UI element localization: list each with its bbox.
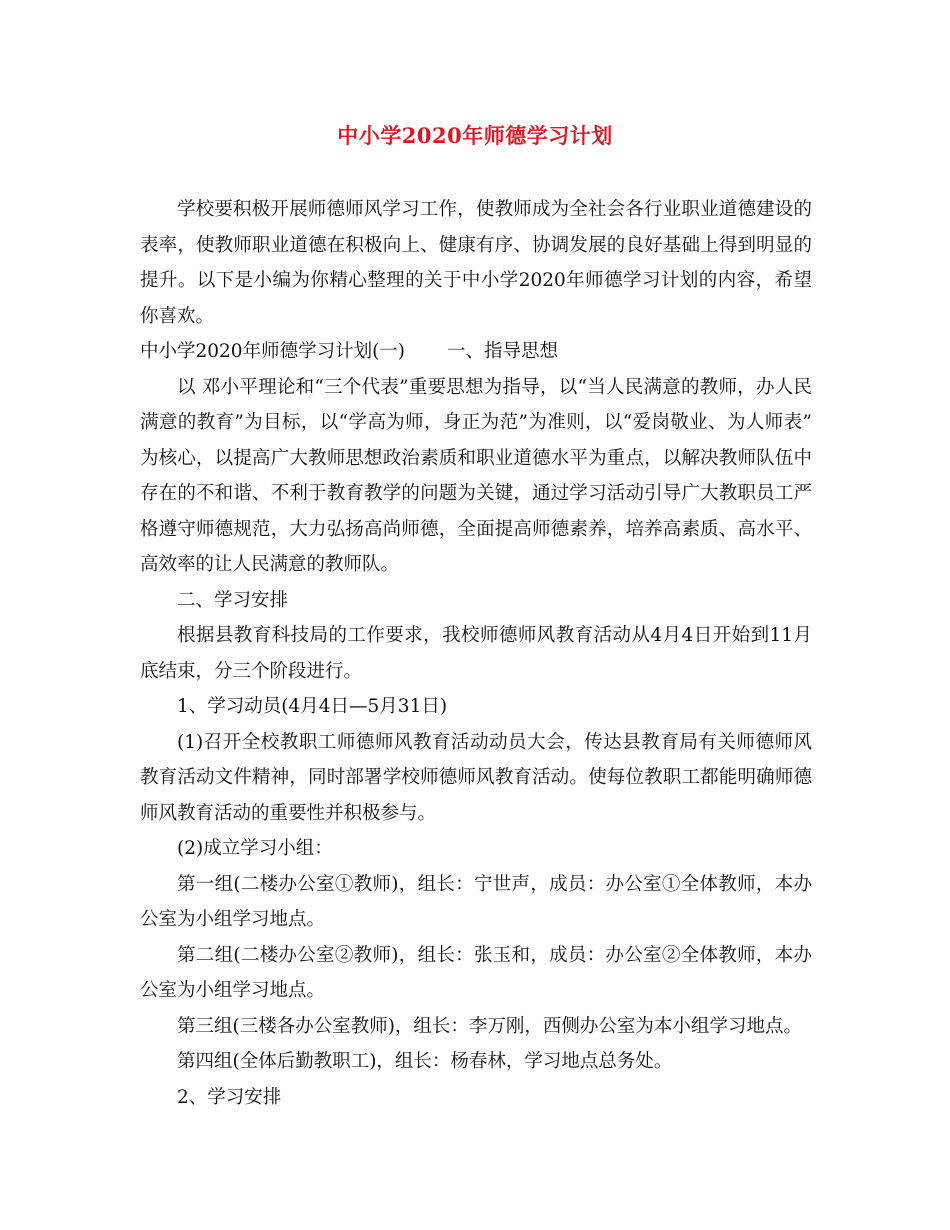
plan-label: 中小学2020年师德学习计划(一) [140, 341, 406, 362]
group-3: 第三组(三楼各办公室教师)，组长：李万刚，西侧办公室为本小组学习地点。 [177, 1015, 802, 1037]
section2-paragraph: 根据县教育科技局的工作要求，我校师德师风教育活动从4月4日开始到11月底结束，分三个阶段进行。 [140, 625, 812, 682]
document-title: 中小学2020年师德学习计划 [337, 123, 613, 148]
section1-paragraph: 以 邓小平理论和“三个代表”重要思想为指导，以“当人民满意的教师，办人民满意的教育”为目标，以“学高为师，身正为范”为准则，以“爱岗敬业、为人师表” 为核心，以提高广大教师思想政治素质和职业道德水平为重点，以解决教师队伍中存在的不和谐、不利于教育教学的问题为关键，通过学习活动引导广大教职员工严 格遵守师德规范，大力弘扬高尚师德，全面提高师德素养，培养高素质、高水平、高效率的让人民满意的教师队。 [140, 376, 812, 575]
section1-heading: 一、指导思想 [447, 341, 559, 362]
stage1-item-2: (2)成立学习小组： [177, 838, 333, 859]
stage1-item-1: (1)召开全校教职工师德师风教育活动动员大会，传达县教育局有关师德师风教育活动文件精神，同时部署学校师德师风教育活动。使每位教职工都能明确师德师风教育活动的重要性并积极参与。 [140, 731, 812, 824]
group-2: 第二组(二楼办公室②教师)，组长：张玉和，成员：办公室②全体教师，本办公室为小组学习地点。 [140, 944, 812, 1001]
plan-heading-line [140, 334, 812, 370]
intro-paragraph: 学校要积极开展师德师风学习工作，使教师成为全社会各行业职业道德建设的表率，使教师职业道德在积极向上、健康有序、协调发展的良好基础上得到明显的提升。以下是小编为你精心整理的关于中小学2020年师德学习计划的内容，希望你喜欢。 [140, 199, 812, 327]
group-4: 第四组(全体后勤教职工)，组长：杨春林，学习地点总务处。 [177, 1051, 673, 1072]
section2-heading: 二、学习安排 [177, 589, 289, 611]
group-1: 第一组(二楼办公室①教师)，组长：宁世声，成员：办公室①全体教师，本办公室为小组学习地点。 [140, 873, 812, 930]
stage1-heading: 1、学习动员(4月4日—5月31日) [177, 696, 448, 717]
document-body [140, 192, 812, 1115]
stage2-heading: 2、学习安排 [177, 1086, 282, 1108]
